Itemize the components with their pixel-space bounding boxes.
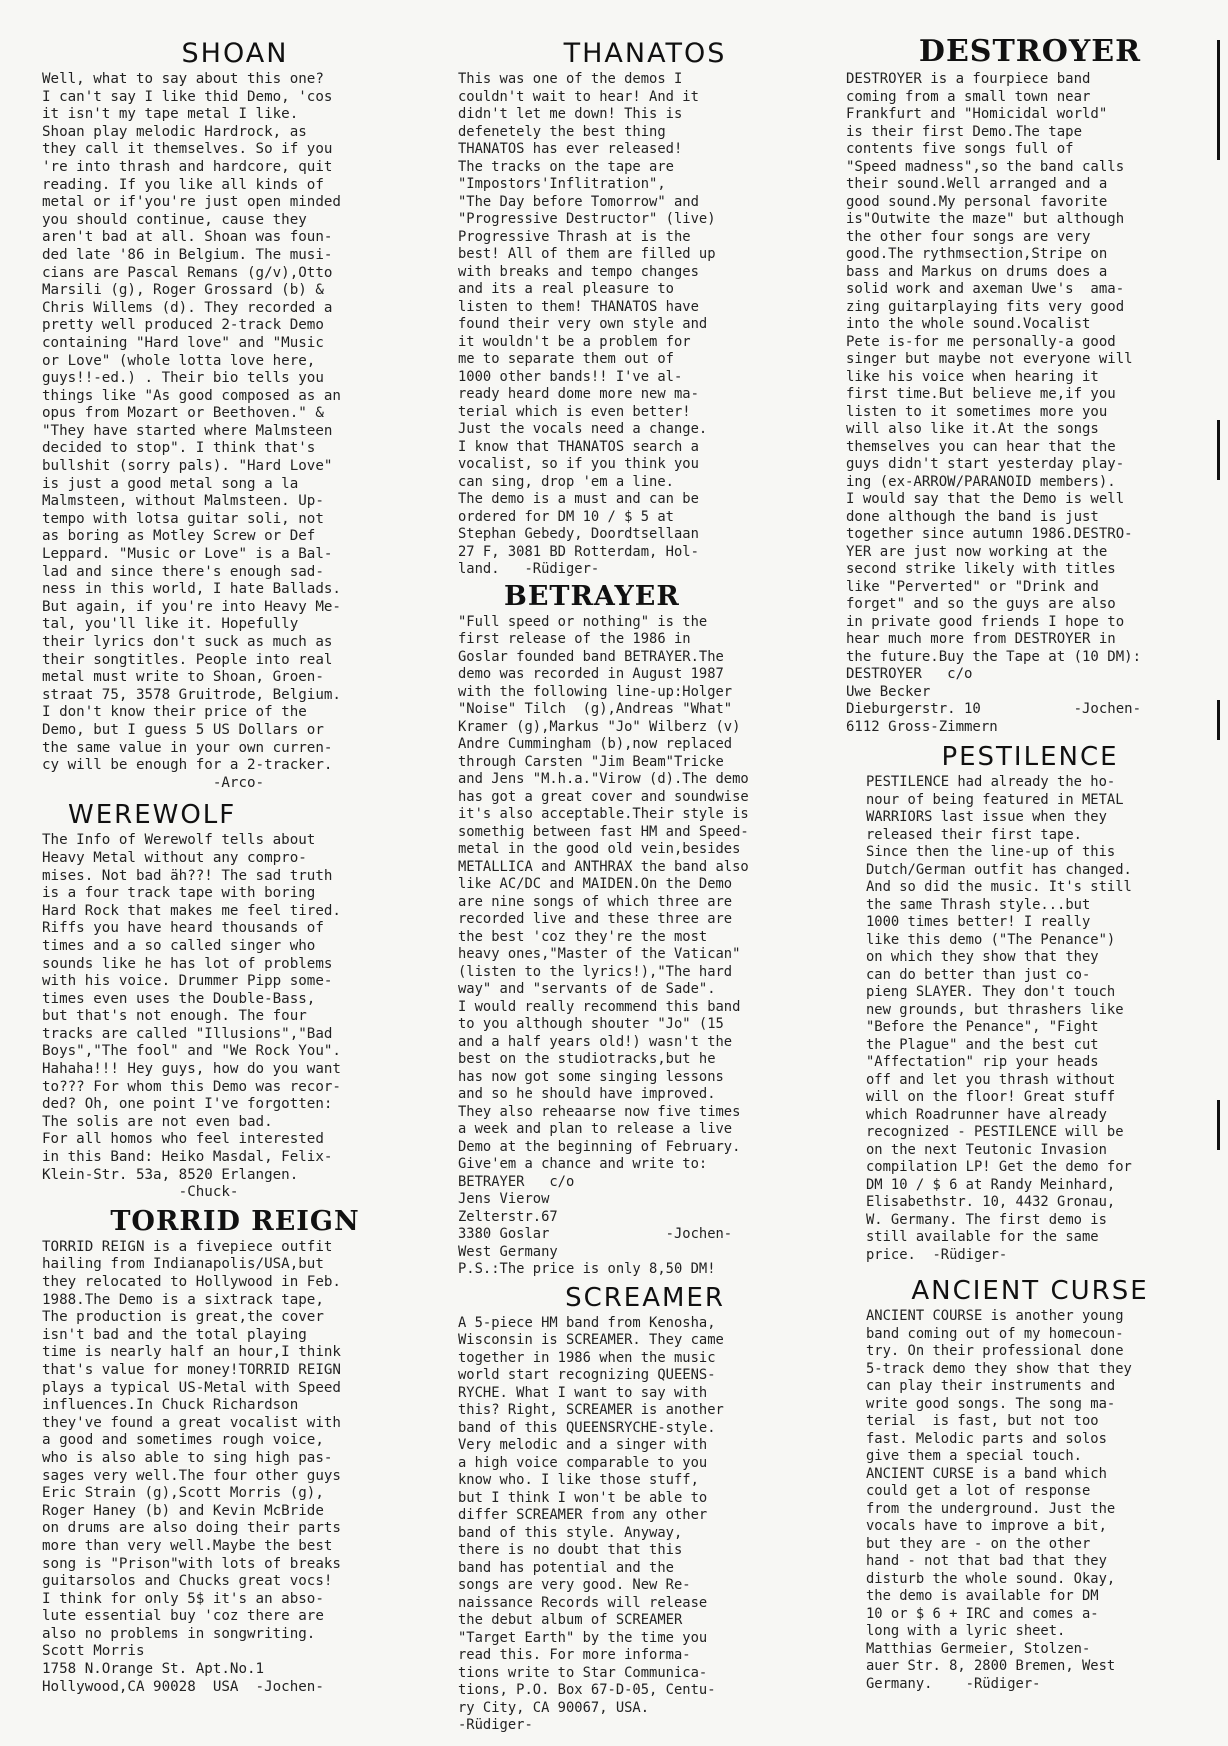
- page-edge-mark: [1217, 1100, 1228, 1150]
- column-left: [42, 34, 428, 1696]
- review-werewolf: [42, 800, 428, 1201]
- review-betrayer: [458, 581, 832, 1279]
- review-title: THANATOS: [563, 38, 727, 69]
- review-body: Well, what to say about this one? I can't say I like thid Demo, 'cos it isn't my tape metal I like. Shoan play melodic Hardrock, as they call it themselves. So if you 're into thrash and hardcore, quit reading. If you like all kinds of metal or if'you're just open minded you should continue, cause they aren't bad at all. Shoan was foun- ded late '86 in Belgium. The musi- cians are Pascal Remans (g/v),Otto Marsili (g), Roger Grossard (b) & Chris Willems (d). They recorded a pretty well produced 2-track Demo containing "Hard love" and "Music or Love" (whole lotta love here, guys!!-ed.) . Their bio tells you things like "As good composed as an opus from Mozart or Beethoven." & "They have started where Malmsteen decided to stop". I think that's bullshit (sorry pals). "Hard Love" is just a good metal song a la Malmsteen, without Malmsteen. Up- tempo with lotsa guitar soli, not as boring as Motley Screw or Def Leppard. "Music or Love" is a Bal- lad and since there's enough sad- ness in this world, I hate Ballads. But again, if you're into Heavy Me- tal, you'll like it. Hopefully their lyrics don't suck as much as their songtitles. People into real metal must write to Shoan, Groen- straat 75, 3578 Gruitrode, Belgium. I don't know their price of the Demo, but I guess 5 US Dollars or the same value in your own curren- cy will be enough for a 2-tracker. -Arco-: [42, 71, 341, 791]
- review-body: This was one of the demos I couldn't wait to hear! And it didn't let me down! This is defenetely the best thing THANATOS has ever released! The tracks on the tape are "Impostors'Inflitration", "The Day before Tomorrow" and "Progressive Destructor" (live) Progressive Thrash at is the best! All of them are filled up with breaks and tempo changes and its a real pleasure to listen to them! THANATOS have found their very own style and it wouldn't be a problem for me to separate them out of 1000 other bands!! I've al- ready heard dome more new ma- terial which is even better! Just the vocals need a change. I know that THANATOS search a vocalist, so if you think you can sing, drop 'em a line. The demo is a must and can be ordered for DM 10 / $ 5 at Stephan Gebedy, Doordtsellaan 27 F, 3081 BD Rotterdam, Hol- land. -Rüdiger-: [458, 71, 716, 577]
- column-middle: [458, 34, 832, 1735]
- review-body: A 5-piece HM band from Kenosha, Wisconsin is SCREAMER. They came together in 1986 when the music world start recognizing QUEENS- RYCHE. What I want to say with this? Right, SCREAMER is another band of this QUEENSRYCHE-style. Very melodic and a singer with a high voice comparable to you know who. I like those stuff, but I think I won't be able to differ SCREAMER from any other band of this style. Anyway, there is no doubt that this band has potential and the songs are very good. New Re- naissance Records will release the debut album of SCREAMER "Target Earth" by the time you read this. For more informa- tions write to Star Communica- tions, P.O. Box 67-D-05, Centu- ry City, CA 90067, USA. -Rüdiger-: [458, 1314, 724, 1733]
- column-right: [846, 34, 1214, 1693]
- review-torrid-reign: [42, 1206, 428, 1696]
- review-destroyer: [846, 34, 1214, 736]
- review-body: PESTILENCE had already the ho- nour of being featured in METAL WARRIORS last issue when they released their first tape. Since then the line-up of this Dutch/German outfit has changed. And so did the music. It's still the same Thrash style...but 1000 times better! I really like this demo ("The Penance") on which they show that they can do better than just co- pieng SLAYER. They don't touch new grounds, but thrashers like "Before the Penance", "Fight the Plague" and the best cut "Affectation" rip your heads off and let you thrash without will on the floor! Great stuff which Roadrunner have already recognized - PESTILENCE will be on the next Teutonic Invasion compilation LP! Get the demo for DM 10 / $ 6 at Randy Meinhard, Elisabethstr. 10, 4432 Gronau, W. Germany. The first demo is still available for the same price. -Rüdiger-: [866, 774, 1132, 1263]
- review-body: "Full speed or nothing" is the first release of the 1986 in Goslar founded band BETRAYER.The demo was recorded in August 1987 with the following line-up:Holger "Noise" Tilch (g),Andreas "What" Kramer (g),Markus "Jo" Wilberz (v) Andre Cummingham (b),now replaced through Carsten "Jim Beam"Tricke and Jens "M.h.a."Virow (d).The demo has got a great cover and soundwise it's also acceptable.Their style is somethig between fast HM and Speed- metal in the good old vein,besides METALLICA and ANTHRAX the band also like AC/DC and MAIDEN.On the Demo are nine songs of which three are recorded live and these three are the best 'coz they're the most heavy ones,"Master of the Vatican" (listen to the lyrics!),"The hard way" and "servants of de Sade". I would really recommend this band to you although shouter "Jo" (15 and a half years old!) wasn't the best on the studiotracks,but he has now got some singing lessons and so he should have improved. They also reheaarse now five times a week and plan to release a live Demo at the beginning of February. Give'em a chance and write to: BETRAYER c/o Jens Vierow Zelterstr.67 3380 Goslar -Jochen- West Germany P.S.:The price is only 8,50 DM!: [458, 613, 749, 1277]
- review-title: ANCIENT CURSE: [911, 1276, 1149, 1306]
- review-screamer: [458, 1283, 832, 1735]
- review-title: TORRID REIGN: [110, 1205, 360, 1237]
- review-title: BETRAYER: [504, 580, 680, 612]
- review-ancient-curse: [846, 1276, 1214, 1693]
- review-body: DESTROYER is a fourpiece band coming from a small town near Frankfurt and "Homicidal world" is their first Demo.The tape contents five songs full of "Speed madness",so the band calls their sound.Well arranged and a good sound.My personal favorite is"Outwite the maze" but although the other four songs are very good.The rythmsection,Stripe on bass and Markus on drums does a solid work and axeman Uwe's ama- zing guitarplaying fits very good into the whole sound.Vocalist Pete is-for me personally-a good singer but maybe not everyone will like his voice when hearing it first time.But believe me,if you listen to it sometimes more you will also like it.At the songs themselves you can hear that the guys didn't start yesterday play- ing (ex-ARROW/PARANOID members). I would say that the Demo is well done although the band is just together since autumn 1986.DESTRO- YER are just now working at the second strike likely with titles like "Perverted" or "Drink and forget" and so the guys are also in private good friends I hope to hear much more from DESTROYER in the future.Buy the Tape at (10 DM): DESTROYER c/o Uwe Becker Dieburgerstr. 10 -Jochen- 6112 Gross-Zimmern: [846, 71, 1142, 735]
- review-thanatos: [458, 38, 832, 579]
- page-edge-mark: [1217, 700, 1228, 740]
- review-pestilence: [846, 742, 1214, 1264]
- review-title: SCREAMER: [565, 1282, 725, 1313]
- review-title: DESTROYER: [918, 34, 1142, 69]
- review-title: SHOAN: [181, 38, 289, 69]
- review-body: ANCIENT COURSE is another young band coming out of my homecoun- try. On their professional done 5-track demo they show that they can play their instruments and write good songs. The song ma- terial is fast, but not too fast. Melodic parts and solos give them a special touch. ANCIENT CURSE is a band which could get a lot of response from the underground. Just the vocals have to improve a bit, but they are - on the other hand - not that bad that they disturb the whole sound. Okay, the demo is available for DM 10 or $ 6 + IRC and comes a- long with a lyric sheet. Matthias Germeier, Stolzen- auer Str. 8, 2800 Bremen, West Germany. -Rüdiger-: [866, 1308, 1132, 1692]
- page-edge-mark: [1217, 420, 1228, 480]
- review-body: TORRID REIGN is a fivepiece outfit hailing from Indianapolis/USA,but they relocated to Hollywood in Feb. 1988.The Demo is a sixtrack tape, The production is great,the cover isn't bad and the total playing time is nearly half an hour,I think that's value for money!TORRID REIGN plays a typical US-Metal with Speed influences.In Chuck Richardson they've found a great vocalist with a good and sometimes rough voice, who is also able to sing high pas- sages very well.The four other guys Eric Strain (g),Scott Morris (g), Roger Haney (b) and Kevin McBride on drums are also doing their parts more than very well.Maybe the best song is "Prison"with lots of breaks guitarsolos and Chucks great vocs! I think for only 5$ it's an abso- lute essential buy 'coz there are also no problems in songwriting. Scott Morris 1758 N.Orange St. Apt.No.1 Hollywood,CA 90028 USA -Jochen-: [42, 1238, 341, 1695]
- review-shoan: [42, 38, 428, 792]
- review-title: PESTILENCE: [941, 742, 1119, 772]
- review-title: WEREWOLF: [68, 800, 237, 831]
- review-body: The Info of Werewolf tells about Heavy Metal without any compro- mises. Not bad äh??! The sad truth is a four track tape with boring Hard Rock that makes me feel tired. Riffs you have heard thousands of times and a so called singer who sounds like he has lot of problems with his voice. Drummer Pipp some- times even uses the Double-Bass, but that's not enough. The four tracks are called "Illusions","Bad Boys","The fool" and "We Rock You". Hahaha!!! Hey guys, how do you want to??? For whom this Demo was recor- ded? Oh, one point I've forgotten: The solis are not even bad. For all homos who feel interested in this Band: Heiko Masdal, Felix- Klein-Str. 53a, 8520 Erlangen. -Chuck-: [42, 832, 341, 1201]
- page-edge-mark: [1217, 40, 1228, 160]
